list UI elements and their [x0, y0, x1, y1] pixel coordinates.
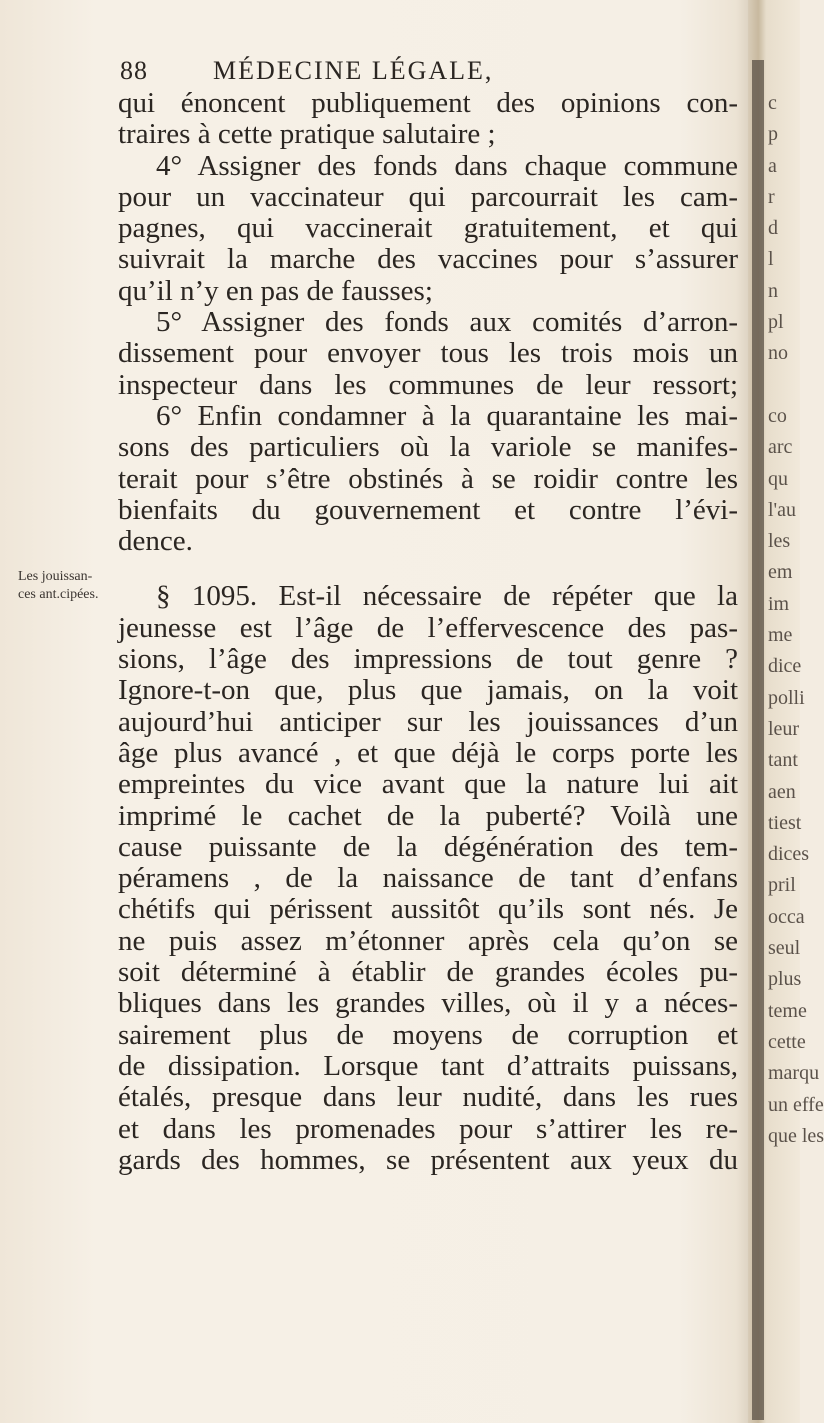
text-line: âge plus avancé , et que déjà le corps porte les [118, 736, 738, 769]
bleed-fragment: c [768, 92, 777, 114]
bleed-fragment: dices [768, 843, 810, 866]
margin-note [18, 568, 113, 604]
bleed-fragment: me [768, 624, 793, 647]
text-line: terait pour s’être obstinés à se roidir contre les [118, 462, 738, 495]
bleed-fragment: pl [768, 311, 784, 334]
text-line: cause puissante de la dégénération des tem- [118, 830, 738, 863]
text-line: qu’il n’y en pas de fausses; [118, 274, 433, 307]
bleed-fragment: co [768, 404, 787, 427]
bleed-fragment: un effe [768, 1093, 824, 1116]
bleed-fragment: p [768, 123, 778, 146]
gutter-shadow [752, 60, 764, 1420]
bleed-fragment: cette [768, 1030, 806, 1053]
text-line: aujourd’hui anticiper sur les jouissances d’un [118, 705, 738, 738]
text-line: dence. [118, 525, 193, 558]
text-line: qui énoncent publiquement des opinions con- [118, 87, 738, 119]
bleed-fragment: leur [768, 717, 800, 740]
bleed-fragment: occa [768, 905, 805, 928]
bleed-fragment: dice [768, 655, 802, 678]
text-line: pagnes, qui vaccinerait gratuitement, et qui [118, 212, 738, 245]
bleed-fragment: a [768, 154, 777, 177]
bleed-fragment: tiest [768, 811, 802, 834]
bleed-fragment: pril [768, 874, 796, 897]
facing-page-bleed [768, 88, 824, 1152]
bleed-fragment: tant [768, 749, 798, 772]
paragraph-vaccination-list [118, 88, 738, 557]
text-line: chétifs qui périssent aussitôt qu’ils sont nés. Je [118, 893, 738, 926]
bleed-fragment: marqu [768, 1062, 820, 1085]
text-line: § 1095. Est-il nécessaire de répéter que la [156, 580, 738, 613]
text-line: 4° Assigner des fonds dans chaque commune [156, 149, 738, 182]
text-line: ne puis assez m’étonner après cela qu’on se [118, 924, 738, 957]
text-line: sons des particuliers où la variole se manifes- [118, 431, 738, 464]
text-line: Ignore-t-on que, plus que jamais, on la voit [118, 674, 738, 707]
text-line: 5° Assigner des fonds aux comités d’arron- [156, 306, 738, 339]
text-line: péramens , de la naissance de tant d’enfans [118, 862, 738, 895]
bleed-fragment: aen [768, 780, 796, 803]
text-line: sairement plus de moyens de corruption et [118, 1018, 738, 1051]
text-line: sions, l’âge des impressions de tout genre ? [118, 643, 738, 676]
text-line: de dissipation. Lorsque tant d’attraits puissans, [118, 1049, 738, 1082]
bleed-fragment: l'au [768, 498, 797, 521]
text-line: pour un vaccinateur qui parcourrait les cam- [118, 180, 738, 213]
bleed-fragment: que les [768, 1124, 824, 1147]
text-line: jeunesse est l’âge de l’effervescence des pas- [118, 611, 738, 644]
bleed-fragment: d [768, 217, 778, 240]
bleed-fragment: seul [768, 937, 801, 960]
margin-note-line: ces ant.cipées. [18, 587, 99, 602]
text-line: et dans les promenades pour s’attirer les re- [118, 1112, 738, 1145]
text-line: bienfaits du gouvernement et contre l’évi- [118, 493, 738, 526]
bleed-fragment: les [768, 530, 791, 553]
bleed-fragment: im [768, 592, 790, 615]
bleed-fragment: plus [768, 968, 802, 991]
text-line: gards des hommes, se présentent aux yeux du [118, 1143, 738, 1176]
text-line: soit déterminé à établir de grandes écoles pu- [118, 956, 738, 989]
bleed-fragment: polli [768, 686, 805, 709]
bleed-fragment: arc [768, 436, 793, 459]
bleed-fragment: teme [768, 999, 807, 1022]
bleed-fragment: n [768, 279, 778, 302]
text-line: bliques dans les grandes villes, où il y a néces- [118, 987, 738, 1020]
margin-note-line: Les jouissan- [18, 569, 93, 584]
text-line: étalés, presque dans leur nudité, dans les rues [118, 1081, 738, 1114]
text-line: inspecteur dans les communes de leur ressort; [118, 368, 738, 401]
running-title: MÉDECINE LÉGALE, [213, 56, 494, 85]
bleed-fragment: r [768, 185, 775, 208]
text-line: dissement pour envoyer tous les trois mois un [118, 337, 738, 370]
bleed-fragment: em [768, 561, 793, 584]
text-line: traires à cette pratique salutaire ; [118, 118, 496, 151]
bleed-fragment: l [768, 248, 774, 271]
body-text [118, 88, 738, 1176]
text-line: suivrait la marche des vaccines pour s’assurer [118, 243, 738, 276]
text-line: imprimé le cachet de la puberté? Voilà une [118, 799, 738, 832]
paragraph-1095 [118, 581, 738, 1176]
text-line: 6° Enfin condamner à la quarantaine les mai- [156, 399, 738, 432]
text-line: empreintes du vice avant que la nature lui ait [118, 768, 738, 801]
bleed-fragment [768, 370, 800, 401]
bleed-fragment: qu [768, 467, 788, 490]
bleed-fragment: no [768, 342, 788, 365]
page-number: 88 [120, 56, 148, 85]
